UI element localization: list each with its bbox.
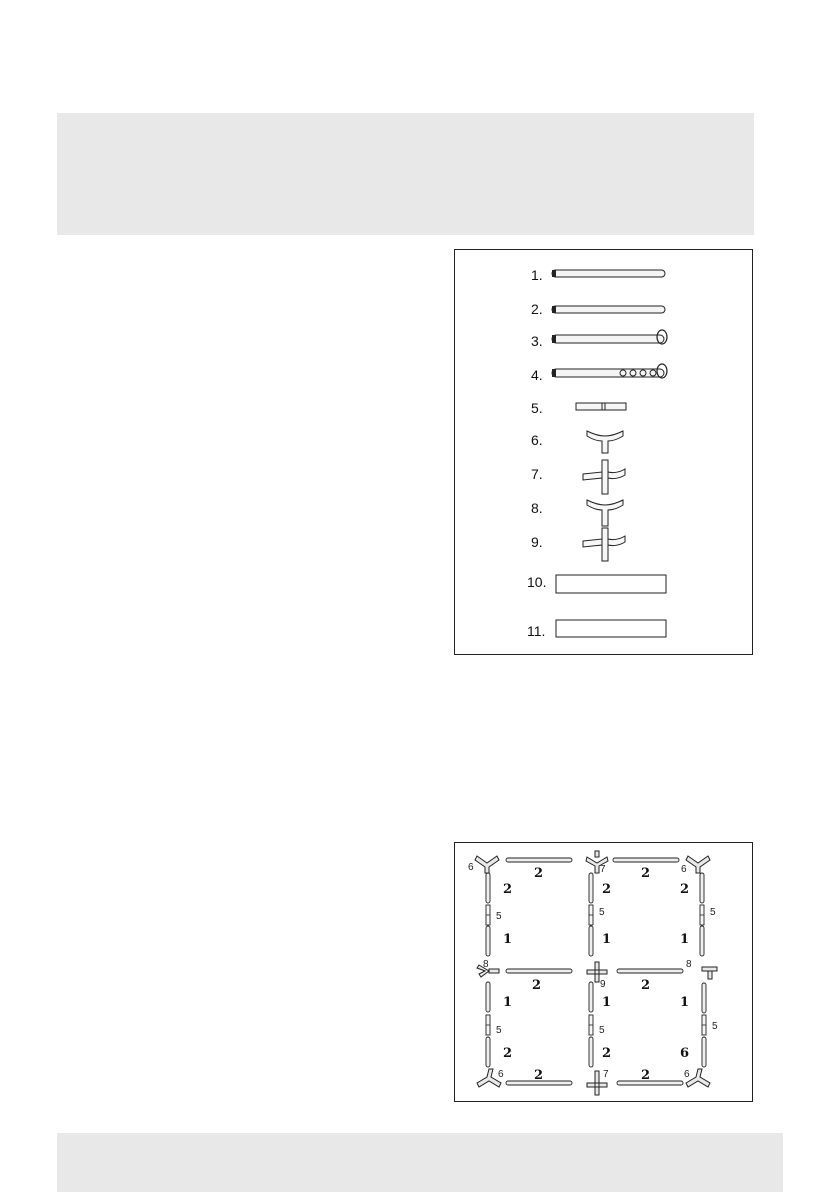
label-left-upper-1: 1 [503, 932, 513, 947]
connector-right-lower-5 [702, 1015, 706, 1035]
label-bottom-7: 7 [603, 1069, 609, 1080]
part-6-corner-connector [587, 431, 623, 453]
label-bottom-right-6: 6 [684, 1069, 690, 1080]
tube-mid-upper-2 [589, 873, 593, 903]
label-top-right-2: 2 [641, 866, 651, 881]
label-center-9: 9 [600, 979, 606, 990]
connector-left-upper-5 [486, 905, 490, 925]
label-top-left-2: 2 [534, 866, 544, 881]
part-1-long-tube [552, 270, 665, 277]
label-middle-right-2: 2 [641, 978, 651, 993]
label-left-lower-1: 1 [503, 995, 513, 1010]
part-label-8: 8. [531, 500, 543, 516]
label-middle-right-8: 8 [686, 959, 692, 970]
part-label-11: 11. [527, 623, 546, 639]
tube-right-lower-1 [702, 983, 706, 1013]
label-right-upper-2: 2 [680, 882, 690, 897]
connector-mid-lower-5 [589, 1015, 593, 1035]
tube-left-lower-1 [486, 982, 490, 1012]
label-top-left-6: 6 [468, 862, 474, 873]
label-bottom-left-6: 6 [498, 1069, 504, 1080]
part-label-7: 7. [531, 466, 543, 482]
connector-right-upper-5 [700, 905, 704, 925]
label-left-upper-2: 2 [503, 882, 513, 897]
part-label-4: 4. [531, 367, 543, 383]
tube-middle-right [617, 969, 683, 973]
label-bottom-right-2: 2 [641, 1068, 651, 1083]
tube-mid-lower-1 [589, 982, 593, 1012]
part-label-2: 2. [531, 301, 543, 317]
part-3-tube-with-eye [552, 330, 667, 344]
part-2-tube [552, 306, 665, 313]
tube-left-upper-2 [486, 873, 490, 903]
label-middle-left-8: 8 [483, 959, 489, 970]
header-band [57, 113, 754, 235]
part-label-5: 5. [531, 400, 543, 416]
footer-band [57, 1133, 783, 1192]
part-label-9: 9. [531, 534, 543, 550]
part-8-side-connector [587, 500, 623, 526]
part-label-6: 6. [531, 432, 543, 448]
label-mid-lower-1: 1 [602, 995, 612, 1010]
tube-right-upper-1 [700, 926, 704, 956]
label-mid-lower-5: 5 [599, 1025, 605, 1036]
label-top-7: 7 [600, 864, 606, 875]
tube-right-lower-2 [702, 1037, 706, 1067]
frame-layout-figure [454, 842, 753, 1102]
part-10-panel [556, 575, 666, 593]
label-left-lower-5: 5 [496, 1025, 502, 1036]
connector-left-lower-5 [486, 1015, 490, 1035]
label-middle-left-2: 2 [532, 978, 542, 993]
part-11-panel [556, 620, 666, 637]
connector-6-top-left [475, 856, 499, 873]
tube-left-upper-1 [486, 926, 490, 956]
connector-6-top-right [686, 856, 710, 873]
tube-middle-left [506, 969, 572, 973]
part-4-tube-with-holes [552, 364, 667, 378]
label-mid-upper-2: 2 [602, 882, 612, 897]
connector-6-bottom-right [686, 1069, 710, 1087]
tube-mid-lower-2 [589, 1037, 593, 1067]
tube-right-upper-2 [700, 873, 704, 903]
part-7-tee-connector [583, 460, 625, 494]
label-left-upper-5: 5 [496, 911, 502, 922]
parts-list-diagram [455, 250, 752, 654]
connector-mid-upper-5 [589, 905, 593, 925]
tube-mid-upper-1 [589, 926, 593, 956]
label-right-upper-1: 1 [680, 932, 690, 947]
label-mid-upper-5: 5 [599, 907, 605, 918]
frame-layout-diagram [455, 843, 752, 1101]
label-mid-upper-1: 1 [602, 932, 612, 947]
part-5-short-connector [576, 403, 626, 410]
tube-top-right [613, 858, 679, 862]
label-right-lower-1: 1 [680, 995, 690, 1010]
label-bottom-left-2: 2 [534, 1068, 544, 1083]
connector-8-middle-right [702, 967, 717, 979]
label-right-upper-5: 5 [710, 907, 716, 918]
label-mid-lower-2: 2 [602, 1046, 612, 1061]
label-right-lower-2: 6 [680, 1046, 690, 1061]
part-label-3: 3. [531, 333, 543, 349]
tube-left-lower-2 [486, 1037, 490, 1067]
label-left-lower-2: 2 [503, 1046, 513, 1061]
part-label-10: 10. [527, 574, 547, 590]
tube-top-left [506, 858, 572, 862]
parts-list-figure [454, 249, 753, 655]
part-label-1: 1. [531, 267, 543, 283]
part-9-cross-connector [583, 528, 625, 561]
label-top-right-6: 6 [681, 864, 687, 875]
label-right-lower-5: 5 [712, 1021, 718, 1032]
